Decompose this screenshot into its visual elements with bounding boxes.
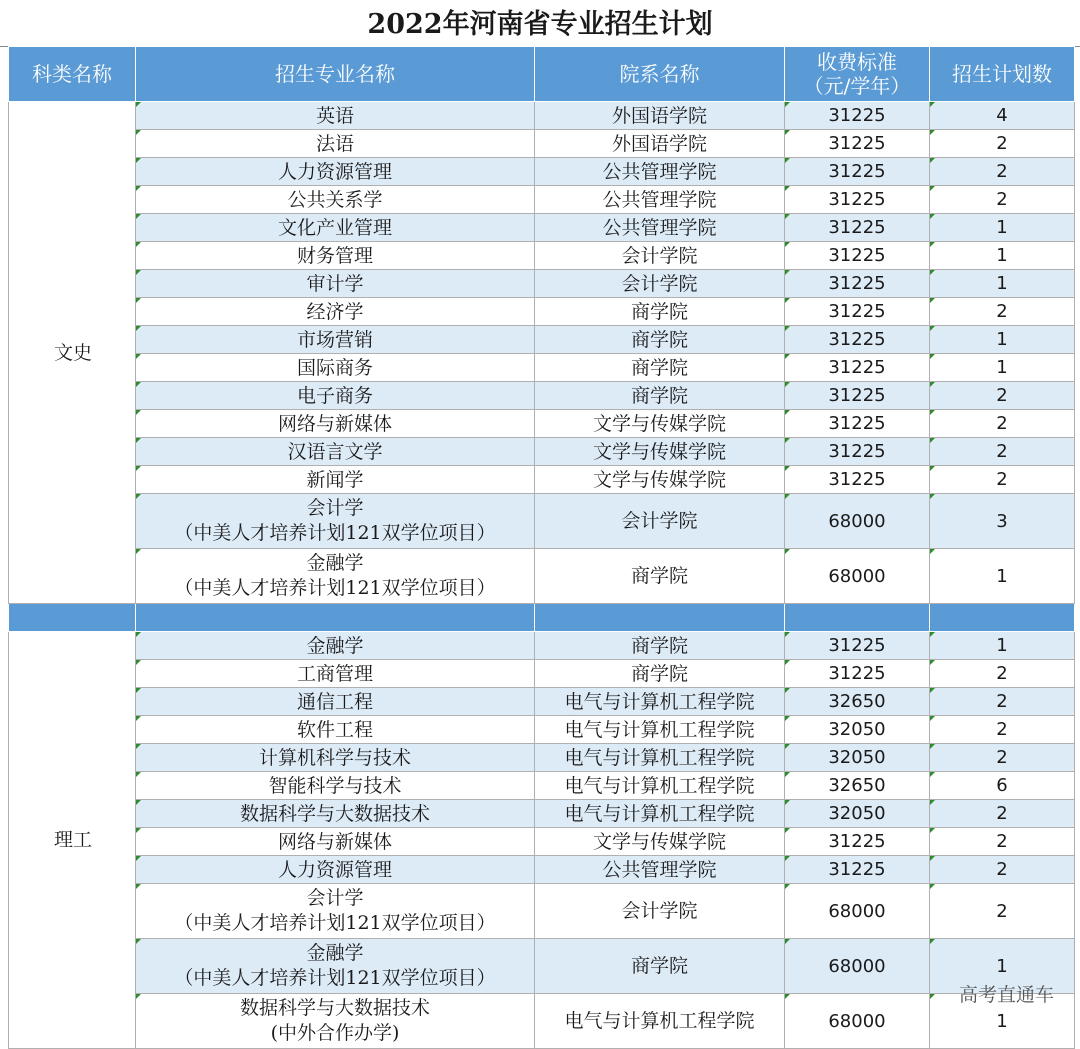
table-row <box>9 772 1075 800</box>
major-cell <box>136 242 535 270</box>
table-row <box>9 410 1075 438</box>
fee-cell: 31225 <box>785 828 930 856</box>
major-cell <box>136 102 535 130</box>
major-name: 数据科学与大数据技术 <box>239 997 430 1019</box>
major-note: （中美人才培养计划121双学位项目） <box>174 577 496 599</box>
table-row <box>9 326 1075 354</box>
fee-cell: 31225 <box>785 438 930 466</box>
major-note: （中美人才培养计划121双学位项目） <box>174 912 496 934</box>
major-name: 金融学 <box>306 634 364 657</box>
major-name: 经济学 <box>306 300 364 323</box>
department-cell: 公共管理学院 <box>535 186 785 214</box>
quota-cell: 1 <box>930 939 1075 994</box>
department-cell: 电气与计算机工程学院 <box>535 716 785 744</box>
table-row <box>9 186 1075 214</box>
table-row <box>9 270 1075 298</box>
major-name: 汉语言文学 <box>287 440 383 463</box>
major-cell <box>136 494 535 549</box>
major-cell <box>136 214 535 242</box>
quota-cell: 2 <box>930 884 1075 939</box>
department-cell: 电气与计算机工程学院 <box>535 994 785 1049</box>
major-name: 财务管理 <box>296 244 373 267</box>
major-name: 通信工程 <box>296 690 373 713</box>
department-cell: 会计学院 <box>535 242 785 270</box>
quota-cell: 2 <box>930 466 1075 494</box>
major-name: 会计学 <box>306 497 364 519</box>
major-cell <box>136 939 535 994</box>
table-row <box>9 632 1075 660</box>
quota-cell: 2 <box>930 688 1075 716</box>
major-cell <box>136 660 535 688</box>
major-cell <box>136 298 535 326</box>
major-name: 电子商务 <box>296 384 373 407</box>
major-cell <box>136 744 535 772</box>
quota-cell: 1 <box>930 549 1075 604</box>
quota-cell: 1 <box>930 326 1075 354</box>
major-note: (中外合作办学) <box>270 1022 400 1044</box>
quota-cell: 1 <box>930 242 1075 270</box>
fee-cell: 32650 <box>785 688 930 716</box>
header-category: 科类名称 <box>9 47 136 102</box>
major-cell <box>136 186 535 214</box>
table-row <box>9 466 1075 494</box>
major-cell <box>136 884 535 939</box>
table-row <box>9 856 1075 884</box>
quota-cell: 2 <box>930 716 1075 744</box>
major-cell <box>136 856 535 884</box>
major-name: 审计学 <box>306 272 364 295</box>
table-row <box>9 298 1075 326</box>
fee-cell: 31225 <box>785 382 930 410</box>
quota-cell: 2 <box>930 298 1075 326</box>
table-row <box>9 800 1075 828</box>
quota-cell: 6 <box>930 772 1075 800</box>
major-name: 计算机科学与技术 <box>258 746 411 769</box>
fee-cell: 31225 <box>785 354 930 382</box>
department-cell: 文学与传媒学院 <box>535 466 785 494</box>
fee-cell: 68000 <box>785 939 930 994</box>
major-name: 网络与新媒体 <box>277 412 392 435</box>
major-name: 文化产业管理 <box>277 216 392 239</box>
fee-cell: 31225 <box>785 856 930 884</box>
major-cell <box>136 994 535 1049</box>
major-cell <box>136 326 535 354</box>
quota-cell: 2 <box>930 828 1075 856</box>
table-row <box>9 939 1075 994</box>
major-name: 新闻学 <box>306 468 364 491</box>
department-cell: 商学院 <box>535 354 785 382</box>
fee-cell: 32050 <box>785 744 930 772</box>
major-name: 金融学 <box>306 942 364 964</box>
major-cell <box>136 716 535 744</box>
major-name: 工商管理 <box>296 662 373 685</box>
department-cell: 商学院 <box>535 660 785 688</box>
department-cell: 文学与传媒学院 <box>535 410 785 438</box>
fee-cell: 68000 <box>785 494 930 549</box>
table-row <box>9 744 1075 772</box>
quota-cell: 2 <box>930 660 1075 688</box>
category-cell: 文史 <box>9 102 136 604</box>
major-cell <box>136 688 535 716</box>
table-row <box>9 994 1075 1049</box>
department-cell: 会计学院 <box>535 884 785 939</box>
watermark-text: 高考直通车 <box>958 984 1054 1006</box>
fee-cell: 68000 <box>785 994 930 1049</box>
major-cell <box>136 410 535 438</box>
table-row <box>9 242 1075 270</box>
header-department: 院系名称 <box>535 47 785 102</box>
major-name: 人力资源管理 <box>277 160 392 183</box>
quota-cell: 2 <box>930 186 1075 214</box>
major-note: （中美人才培养计划121双学位项目） <box>174 522 496 544</box>
admission-plan-table <box>8 46 1075 1049</box>
table-row <box>9 828 1075 856</box>
header-fee <box>785 47 930 102</box>
separator-row <box>9 604 1075 632</box>
ligong-section <box>9 632 1075 1049</box>
quota-cell: 2 <box>930 158 1075 186</box>
fee-cell: 31225 <box>785 130 930 158</box>
table-row <box>9 102 1075 130</box>
table-row <box>9 660 1075 688</box>
fee-cell: 31225 <box>785 660 930 688</box>
major-cell <box>136 549 535 604</box>
major-name: 市场营销 <box>296 328 373 351</box>
table-row <box>9 716 1075 744</box>
major-name: 会计学 <box>306 887 364 909</box>
quota-cell: 2 <box>930 744 1075 772</box>
table-row <box>9 688 1075 716</box>
table-row <box>9 158 1075 186</box>
department-cell: 公共管理学院 <box>535 856 785 884</box>
table-row <box>9 494 1075 549</box>
quota-cell: 1 <box>930 632 1075 660</box>
department-cell: 外国语学院 <box>535 130 785 158</box>
header-major: 招生专业名称 <box>136 47 535 102</box>
quota-cell: 1 <box>930 354 1075 382</box>
department-cell: 会计学院 <box>535 494 785 549</box>
fee-cell: 32050 <box>785 800 930 828</box>
fee-cell: 31225 <box>785 102 930 130</box>
department-cell: 电气与计算机工程学院 <box>535 744 785 772</box>
quota-cell: 2 <box>930 410 1075 438</box>
quota-cell: 1 <box>930 214 1075 242</box>
major-name: 英语 <box>315 104 354 127</box>
department-cell: 电气与计算机工程学院 <box>535 688 785 716</box>
major-cell <box>136 158 535 186</box>
department-cell: 文学与传媒学院 <box>535 438 785 466</box>
department-cell: 公共管理学院 <box>535 214 785 242</box>
quota-cell: 2 <box>930 438 1075 466</box>
quota-cell: 1 <box>930 994 1075 1049</box>
quota-cell: 2 <box>930 382 1075 410</box>
department-cell: 会计学院 <box>535 270 785 298</box>
table-row <box>9 382 1075 410</box>
header-fee-line1: 收费标准 <box>817 50 897 74</box>
table-row <box>9 884 1075 939</box>
header-fee-line2: （元/学年） <box>803 74 911 98</box>
department-cell: 商学院 <box>535 326 785 354</box>
fee-cell: 68000 <box>785 549 930 604</box>
department-cell: 电气与计算机工程学院 <box>535 800 785 828</box>
fee-cell: 31225 <box>785 214 930 242</box>
major-name: 国际商务 <box>296 356 373 379</box>
fee-cell: 31225 <box>785 270 930 298</box>
fee-cell: 31225 <box>785 242 930 270</box>
major-cell <box>136 438 535 466</box>
department-cell: 商学院 <box>535 382 785 410</box>
quota-cell: 2 <box>930 130 1075 158</box>
fee-cell: 32650 <box>785 772 930 800</box>
fee-cell: 32050 <box>785 716 930 744</box>
fee-cell: 31225 <box>785 298 930 326</box>
fee-cell: 31225 <box>785 466 930 494</box>
major-name: 软件工程 <box>296 718 373 741</box>
major-cell <box>136 466 535 494</box>
department-cell: 公共管理学院 <box>535 158 785 186</box>
table-row <box>9 354 1075 382</box>
major-name: 法语 <box>315 132 354 155</box>
quota-cell: 1 <box>930 270 1075 298</box>
fee-cell: 31225 <box>785 410 930 438</box>
quota-cell: 2 <box>930 800 1075 828</box>
major-cell <box>136 772 535 800</box>
department-cell: 商学院 <box>535 549 785 604</box>
table-row <box>9 549 1075 604</box>
major-cell <box>136 130 535 158</box>
department-cell: 电气与计算机工程学院 <box>535 772 785 800</box>
department-cell: 外国语学院 <box>535 102 785 130</box>
major-name: 公共关系学 <box>287 188 383 211</box>
quota-cell: 2 <box>930 856 1075 884</box>
fee-cell: 31225 <box>785 158 930 186</box>
table-row <box>9 438 1075 466</box>
department-cell: 商学院 <box>535 939 785 994</box>
header-quota: 招生计划数 <box>930 47 1075 102</box>
major-name: 网络与新媒体 <box>277 830 392 853</box>
major-name: 人力资源管理 <box>277 858 392 881</box>
major-cell <box>136 382 535 410</box>
major-name: 数据科学与大数据技术 <box>239 802 430 825</box>
fee-cell: 68000 <box>785 884 930 939</box>
major-cell <box>136 800 535 828</box>
major-cell <box>136 632 535 660</box>
page-title: 2022年河南省专业招生计划 <box>0 0 1080 47</box>
fee-cell: 31225 <box>785 326 930 354</box>
fee-cell: 31225 <box>785 632 930 660</box>
department-cell: 文学与传媒学院 <box>535 828 785 856</box>
major-cell <box>136 828 535 856</box>
quota-cell: 4 <box>930 102 1075 130</box>
fee-cell: 31225 <box>785 186 930 214</box>
section-separator <box>9 604 1075 632</box>
quota-cell: 3 <box>930 494 1075 549</box>
table-row <box>9 130 1075 158</box>
major-name: 智能科学与技术 <box>268 774 402 797</box>
major-name: 金融学 <box>306 552 364 574</box>
table-row <box>9 214 1075 242</box>
major-cell <box>136 354 535 382</box>
major-cell <box>136 270 535 298</box>
department-cell: 商学院 <box>535 632 785 660</box>
wenshi-section <box>9 102 1075 604</box>
department-cell: 商学院 <box>535 298 785 326</box>
table-header-row <box>9 47 1075 102</box>
major-note: （中美人才培养计划121双学位项目） <box>174 967 496 989</box>
category-cell: 理工 <box>9 632 136 1049</box>
